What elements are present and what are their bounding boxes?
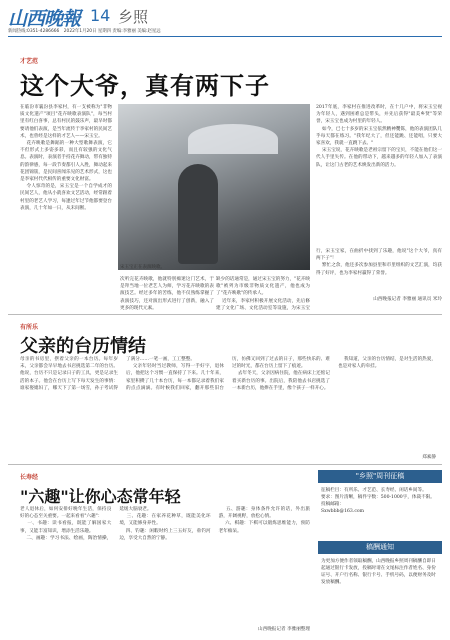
sidebar	[318, 470, 442, 634]
story3-tag: 长寿经	[20, 474, 39, 481]
sidebar-call-text: 征稿栏目：有所乐、才艺范、长寿经、闲话乡间等。 要求：图片清晰，稿件字数：500-1000字，体裁不限。 投稿邮箱： Sxwbbb@163.com	[321, 488, 435, 514]
story1-photo	[118, 104, 310, 270]
divider-2	[8, 464, 442, 465]
section-name: 乡照	[118, 8, 149, 26]
umbrella-shape	[188, 124, 278, 154]
story3-body: 老人退休后，如何安排好晚年生活，保持良好的心态至关重要。一起来看看"六趣"： 一、书趣：读书看报，既能了解国家大事，又能丰富知识，增添生活乐趣。 二、画趣：学习书法、绘画，陶冶情操，延缓大脑衰老。 三、花趣：在家养花种草，既能美化环境，又能修身养性。 四、钓趣：闲暇时约上三五好友，垂钓河边，享受大自然的宁静。 五、游趣：身体条件允许的话，外出旅游，开阔视野，放松心情。 六、棋趣：下棋可以锻炼思维能力，预防老年痴呆。	[20, 507, 310, 541]
story1-column-4: 2017年底，李家村在推进改革时，在十几户中，将宋玉宝视为年轻人，遇到困难总是带头，并先后获得"最美乡贤"等荣誉，宋玉宝也成为村里的年轻人。 如今，已七十多岁的宋玉宝依然精神矍铄，他的表演团队几乎每天都在练习。"我年纪大了，但还能跳、还能唱，只要大家喜欢，我就一直跳下去。" 宋玉宝说，花卉映歌是老祖宗留下的宝贝，不能在他们这一代人手里失传。在他的带动下，越来越多的年轻人加入了表演队，让这门古老的艺术焕发出新的活力。	[316, 105, 442, 168]
sidebar-call-title: "乡照"周刊征稿	[318, 470, 442, 483]
story1-byline: 山西晚报记者 李雅丽 通讯员 米玲	[373, 297, 442, 302]
divider-1	[8, 314, 442, 315]
story2-byline: 郑素静	[422, 455, 436, 460]
masthead	[8, 4, 442, 36]
story1-photo-caption: 宋玉宝正在表演映歌。	[120, 265, 165, 270]
story1-column-5: 行，宋玉宝家，在曲折中找到了乐趣，他说"这个大爷，真有两下子"！ 繁忙之余，他还多次参加县里和市里组织的文艺汇演，均获得了好评，也为李家村赢得了荣誉。	[316, 249, 442, 276]
story1-headline: 这个大爷，真有两下子	[20, 72, 270, 100]
story1-column-3: 缺少的话通常是，通过宋玉宝的努力，"花卉映歌"被列为市级非物质文化遗产，他也成为了"花卉映歌"的传承人。 近年来，李家村积极开展文化活动，先后修建了文化广场、文化活动室等设施，为宋玉宝	[216, 277, 310, 310]
story2-headline: 父亲的台历情结	[20, 336, 146, 357]
performer-figure	[178, 164, 218, 264]
story1-column-1: 在临汾市襄汾县李家村，有一支被称为"非物质文化遗产"项目"花卉映歌表演队"，每当村里有红白喜事，总有村民的鼓乐声，最早时都要请他们表演，是当年流传于李家村的民间艺术，也曾经是这样的才艺人——宋玉宝。 花卉映歌是舞蹈的一种大型歌舞表演，它不但形式上多姿多彩，而且有较强的文化气息。表演时，表演者手持花卉舞动，带有独特的韵律感，每一段节奏都引人入胜，舞动起来花团锦簇，是民间喜闻乐见的艺术形式，这也是李家村代代相传的重要文化财富。 令人惊奇的是，宋玉宝是一个自学成才的民间艺人，他从小就喜欢文艺活动，经常跟着村里的老艺人学习，每逢过年过节他都要登台表演，几十年如一日，从未间断。	[20, 105, 112, 211]
story3-headline: "六趣"让你心态常年轻	[20, 487, 181, 506]
story1-tag: 才艺范	[20, 58, 39, 65]
page-number: 14	[90, 6, 111, 25]
masthead-rule	[8, 36, 442, 37]
story2-body: 母亲的书房里，摆着父亲的一本台历。每年岁末，父亲都会早早地去书店挑选第二年的台历。他说，台历不只是记录日子的工具，更是记录生活的本子。他会在台历上写下每天发生的事情：谁家娶媳妇了，哪天下了第一场雪，孙子考试得了满分……一笔一画，工工整整。 父亲年轻时当过教师，写得一手好字，退休后，他把这个习惯一直保持了下来。几十年来，家里积攒了几十本台历，每一本都记录着我们家的点点滴滴。有时候我们回家，翻开那些旧台历，仿佛又回到了过去的日子，那些快乐的、难过的时光，都在台历上留下了痕迹。 去年冬天，父亲因病住院，他在病床上还惦记着买新台历的事。出院后，我陪他去书店挑选了一本新台历，他捧在手里，像个孩子一样开心。 我知道，父亲的台历情结，是对生活的热爱，也是对家人的牵挂。	[20, 357, 436, 391]
masthead-info: 新闻热线:0351-4286666 2022年1月20日 星期四 责编:李雅丽 美编:赵星远	[8, 29, 161, 34]
story2-tag: 有所乐	[20, 324, 39, 331]
story3-byline: 山西晚报记者 李雅丽整理	[258, 627, 310, 632]
story1-column-2: 次听完花卉映歌，他就特别痴迷这门艺术，于是拜当地一位老艺人为师，学习花卉映歌的表演技艺。经过多年的苦练，他不仅熟练掌握了表演技巧，还对演出形式进行了创新，融入了更多的现代元素。	[120, 277, 214, 310]
sidebar-notice-text: 为更加方便作者领取稿酬，山西晚报乡照周刊稿酬自即日起通过银行卡发放，投稿时请在文尾标注作者姓名、身份证号、开户行名称、银行卡号、手机号码，以便财务及时发放稿酬。	[321, 559, 436, 585]
newspaper-logo: 山西晚報	[8, 8, 81, 30]
sidebar-notice-title: 稿酬通知	[318, 541, 442, 554]
